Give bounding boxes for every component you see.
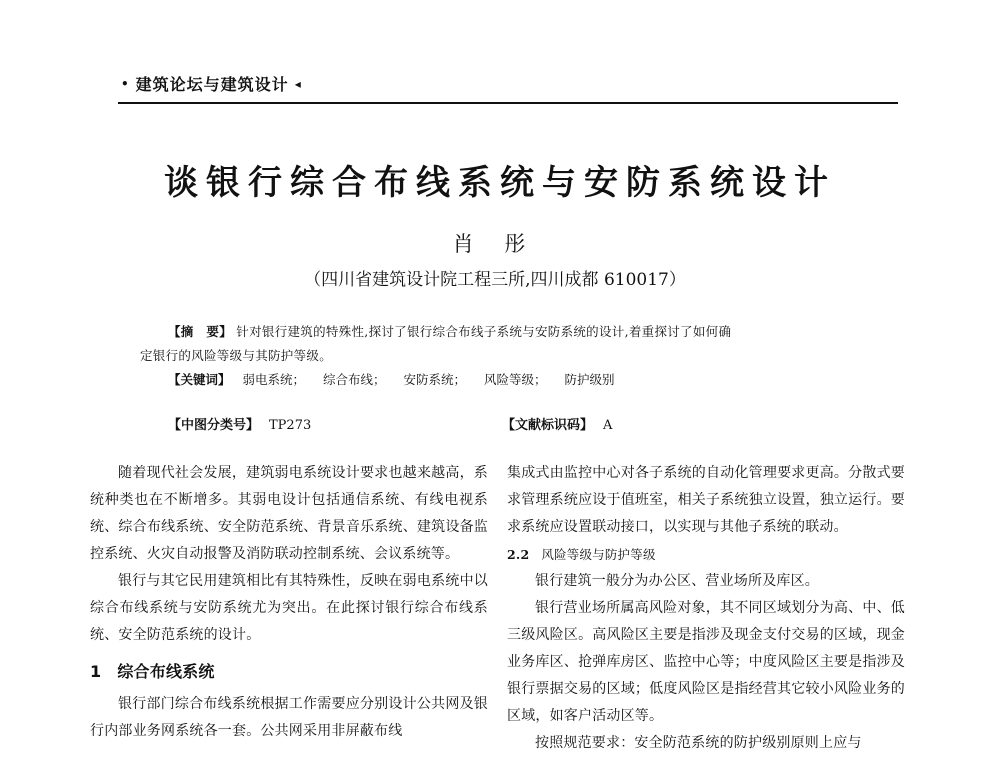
section-title: 综合布线系统: [117, 662, 215, 681]
journal-header: [115, 72, 308, 95]
body-paragraph: 银行与其它民用建筑相比有其特殊性，反映在弱电系统中以综合布线系统与安防系统尤为突出。在此探讨银行综合布线系统、安全防范系统的设计。: [90, 573, 488, 643]
subsection-title: 风险等级与防护等级: [541, 547, 656, 562]
classification-number: [168, 414, 311, 433]
body-paragraph: 银行营业场所属高风险对象，其不同区域划分为高、中、低三级风险区。高风险区主要是指涉及现金支付交易的区域，现金业务库区、抢弹库房区、监控中心等；中度风险区主要是指涉及银行票据交易的区域；低度风险区是指经营其它较小风险业务的区域，如客户活动区等。: [507, 600, 905, 724]
abstract-text-line2: 定银行的风险等级与其防护等级。: [140, 348, 333, 363]
author-affiliation: （四川省建筑设计院工程三所,四川成都 610017）: [304, 270, 686, 290]
section-number: 1: [90, 662, 102, 681]
document-code: [502, 414, 612, 433]
left-column: [90, 460, 488, 745]
keywords-label: 【关键词】: [168, 372, 231, 387]
keywords-block: [168, 368, 868, 392]
journal-name: 建筑论坛与建筑设计: [135, 75, 289, 94]
header-rule: [118, 102, 898, 104]
body-paragraph: 集成式由监控中心对各子系统的自动化管理要求更高。分散式要求管理系统应设于值班室，相关子系统独立设置，独立运行。要求系统应设置联动接口，以实现与其他子系统的联动。: [507, 465, 905, 535]
subsection-heading: [507, 541, 905, 568]
document-code-value: A: [603, 418, 613, 433]
article-title: 谈银行综合布线系统与安防系统设计: [164, 163, 836, 203]
section-heading: [90, 657, 488, 687]
keyword: 弱电系统；: [242, 372, 306, 387]
bullet-icon: •: [121, 77, 130, 91]
keyword: 防护级别: [564, 372, 615, 387]
classification-label: 【中图分类号】: [168, 418, 260, 433]
body-paragraph: 按照规范要求：安全防范系统的防护级别原则上应与: [535, 735, 862, 751]
right-column: [507, 460, 905, 757]
keyword: 风险等级；: [484, 372, 547, 387]
document-code-label: 【文献标识码】: [502, 418, 594, 433]
body-paragraph: 银行建筑一般分为办公区、营业场所及库区。: [535, 573, 819, 589]
subsection-number: 2.2: [507, 547, 530, 562]
body-paragraph: 银行部门综合布线系统根据工作需要应分别设计公共网及银行内部业务网系统各一套。公共网采用非屏蔽布线: [90, 696, 488, 739]
abstract-block: [140, 320, 860, 368]
keyword: 综合布线；: [323, 372, 386, 387]
abstract-label: 【摘 要】: [168, 324, 233, 339]
keyword: 安防系统；: [403, 372, 467, 387]
arrow-mark-icon: ◂: [294, 77, 302, 91]
classification-value: TP273: [269, 418, 312, 433]
abstract-text-line1: 针对银行建筑的特殊性,探讨了银行综合布线子系统与安防系统的设计,着重探讨了如何确: [236, 324, 732, 339]
author-name: 肖 彤: [452, 232, 538, 256]
body-paragraph: 随着现代社会发展，建筑弱电系统设计要求也越来越高，系统种类也在不断增多。其弱电设计包括通信系统、有线电视系统、综合布线系统、安全防范系统、背景音乐系统、建筑设备监控系统、火灾自动报警及消防联动控制系统、会议系统等。: [90, 465, 488, 562]
